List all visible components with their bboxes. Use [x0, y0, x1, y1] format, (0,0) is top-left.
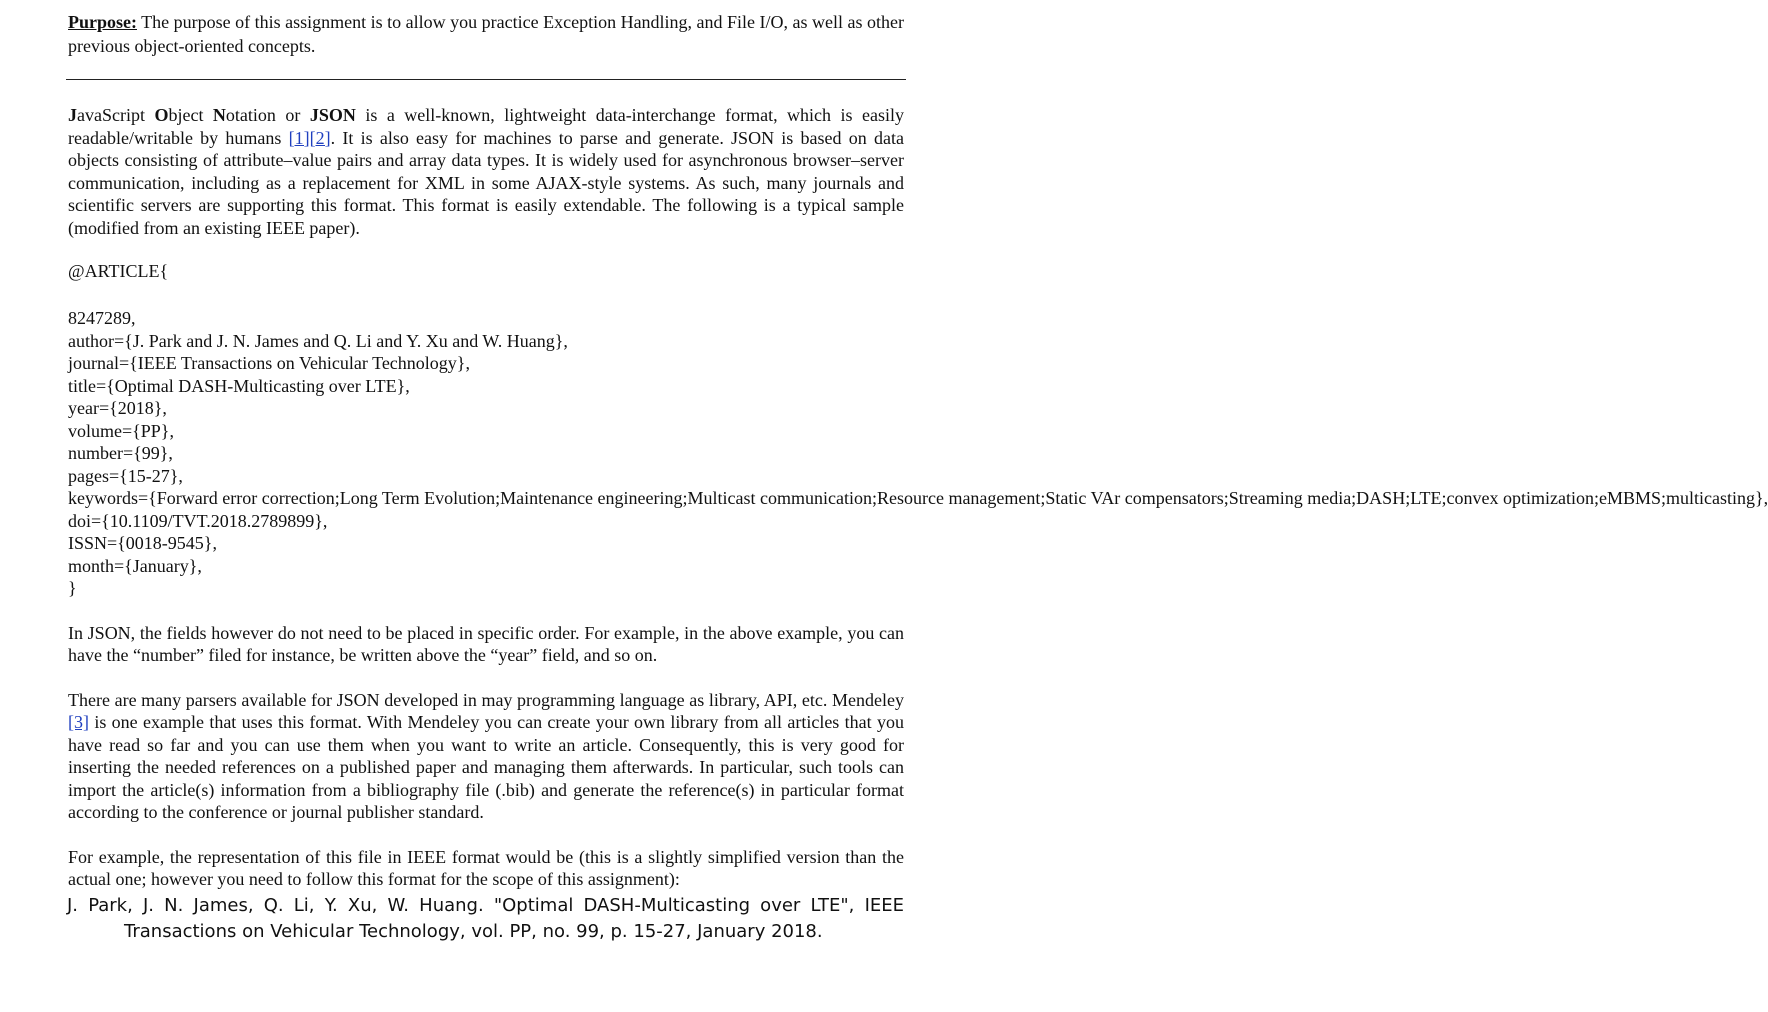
sample-line: title={Optimal DASH-Multicasting over LTE},	[68, 375, 410, 396]
purpose-paragraph	[68, 10, 904, 58]
sample-line: doi={10.1109/TVT.2018.2789899},	[68, 510, 328, 531]
sample-line: volume={PP},	[68, 420, 174, 441]
sample-line: ISSN={0018-9545},	[68, 533, 217, 553]
intro-bold-n: N	[212, 105, 226, 125]
reference-link-3[interactable]: [3]	[68, 712, 89, 732]
purpose-label: Purpose:	[68, 12, 137, 32]
intro-text-js: avaScript	[77, 105, 155, 125]
sample-line: 8247289,	[68, 308, 136, 328]
intro-text-object: bject	[168, 105, 213, 125]
ieee-formatted-reference	[67, 893, 904, 945]
intro-bold-o: O	[154, 105, 169, 125]
sample-keywords: keywords={Forward error correction;Long Term Evolution;Maintenance engineering;Multicast communication;Resource management;Static VAr compensators;Streaming media;DASH;LTE;convex optimization;eMBMS;multicasting},	[68, 488, 1768, 508]
horizontal-divider	[66, 79, 906, 80]
reference-link-2[interactable]: [2]	[309, 127, 331, 148]
mendeley-text-1: There are many parsers available for JSON developed in may programming language as library, API, etc. Mendeley	[68, 689, 904, 710]
purpose-text: The purpose of this assignment is to allow you practice Exception Handling, and File I/O, as well as other previous object-oriented concepts.	[68, 12, 905, 56]
sample-line: author={J. Park and J. N. James and Q. Li and Y. Xu and W. Huang},	[68, 330, 568, 351]
sample-closing-brace: }	[68, 578, 77, 598]
intro-text-notation: otation or	[225, 105, 310, 125]
field-order-paragraph: In JSON, the fields however do not need to be placed in specific order. For example, in the above example, you can have the “number” filed for instance, be written above the “year” field, and so on.	[68, 622, 904, 665]
intro-text-1: is a well-known, lightweight data-interchange format, which is easily readable/writable by humans	[68, 105, 904, 148]
bibtex-sample	[68, 307, 1768, 600]
ieee-reference-line-2: Transactions on Vehicular Technology, vol. PP, no. 99, p. 15-27, January 2018.	[124, 920, 823, 942]
ieee-reference-line-1: J. Park, J. N. James, Q. Li, Y. Xu, W. Huang. "Optimal DASH-Multicasting over LTE", IEEE	[67, 894, 904, 916]
sample-header: @ARTICLE{	[68, 261, 169, 281]
mendeley-paragraph	[68, 689, 904, 824]
sample-line: number={99},	[68, 443, 173, 463]
ieee-example-paragraph: For example, the representation of this file in IEEE format would be (this is a slightly simplified version than the actual one; however you need to follow this format for the scope of this assignment):	[68, 846, 904, 889]
sample-line: year={2018},	[68, 398, 167, 418]
intro-text-2: . It is also easy for machines to parse and generate. JSON is based on data objects consisting of attribute–value pairs and array data types. It is widely used for asynchronous browser–server communication, including as a replacement for XML in some AJAX-style systems. As such, many journals and scientific servers are supporting this format. This format is easily extendable. The following is a typical sample (modified from an existing IEEE paper).	[68, 127, 904, 238]
intro-bold-j: J	[68, 105, 77, 125]
mendeley-text-2: is one example that uses this format. With Mendeley you can create your own library from all articles that you have read so far and you can use them when you want to write an article. Consequently, this is very good for inserting the needed references on a published paper and managing them afterwards. In particular, such tools can import the article(s) information from a bibliography file (.bib) and generate the reference(s) in particular format according to the conference or journal publisher standard.	[68, 712, 904, 822]
document-page	[67, 10, 1768, 945]
intro-bold-json: JSON	[309, 105, 356, 125]
sample-line: month={January},	[68, 555, 202, 576]
reference-link-1[interactable]: [1]	[288, 127, 310, 148]
json-intro-paragraph	[68, 104, 904, 239]
sample-line: pages={15-27},	[68, 465, 183, 486]
sample-line: journal={IEEE Transactions on Vehicular Technology},	[68, 353, 470, 373]
